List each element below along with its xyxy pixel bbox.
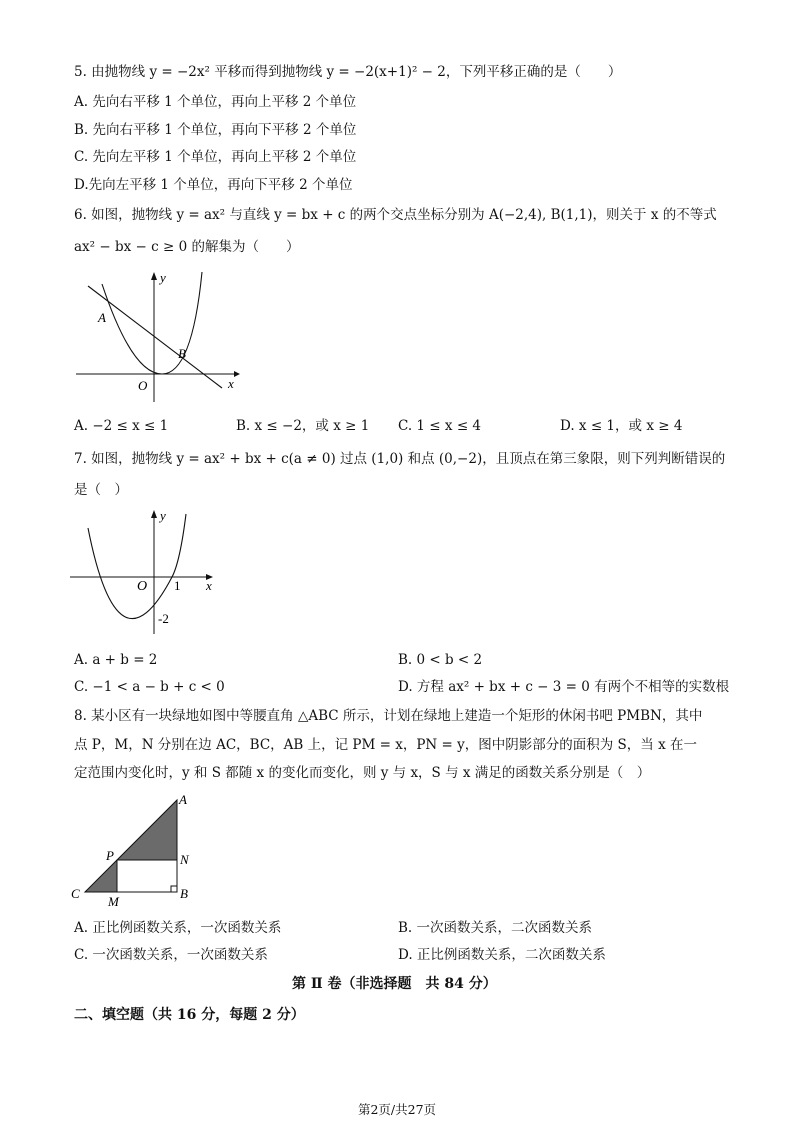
part-title: 二、填空题（共 16 分，每题 2 分） <box>74 1007 305 1023</box>
q7-option-d: D. 方程 ax² + bx + c − 3 = 0 有两个不相等的实数根 <box>398 679 730 695</box>
q6-origin-label: O <box>138 378 148 393</box>
q7-origin-label: O <box>137 579 148 594</box>
q6-figure <box>72 268 252 408</box>
q8-option-a: A. 正比例函数关系，一次函数关系 <box>74 920 282 936</box>
section-title: 第 Ⅱ 卷（非选择题 共 84 分） <box>292 976 497 992</box>
q5-option-c: C. 先向左平移 1 个单位，再向上平移 2 个单位 <box>74 149 357 165</box>
q6-point-b: B <box>178 346 186 361</box>
q7-option-b: B. 0 < b < 2 <box>398 652 483 668</box>
q8-label-c: C <box>71 886 80 901</box>
q6-option-d: D. x ≤ 1，或 x ≥ 4 <box>560 418 683 434</box>
q8-stem-line1: 8. 某小区有一块绿地如图中等腰直角 △ABC 所示，计划在绿地上建造一个矩形的休闲书吧 PMBN，其中 <box>74 708 703 724</box>
q6-x-label: x <box>228 376 234 391</box>
q7-y-label: y <box>160 508 166 523</box>
q6-option-a: A. −2 ≤ x ≤ 1 <box>74 418 169 434</box>
page-footer: 第2页/共27页 <box>357 1102 437 1117</box>
q7-y-arrow <box>151 510 157 518</box>
q7-option-c: C. −1 < a − b + c < 0 <box>74 679 225 695</box>
q7-one-label: 1 <box>174 578 181 593</box>
q6-parabola <box>102 272 202 374</box>
q7-minus-two-label: -2 <box>158 611 169 626</box>
q6-option-c: C. 1 ≤ x ≤ 4 <box>398 418 482 434</box>
q7-figure <box>68 506 228 641</box>
q8-stem-line2: 点 P，M，N 分别在边 AC，BC，AB 上，记 PM = x，PN = y，图中阴影部分的面积为 S，当 x 在一 <box>74 737 697 753</box>
q6-point-a: A <box>98 310 106 325</box>
q7-x-label: x <box>206 578 212 593</box>
q6-y-arrow <box>151 272 157 280</box>
q8-stem-line3: 定范围内变化时，y 和 S 都随 x 的变化而变化，则 y 与 x，S 与 x 满足的函数关系分别是（ ） <box>74 765 651 781</box>
q7-parabola <box>88 514 186 619</box>
q6-y-label: y <box>160 270 166 285</box>
q8-option-c: C. 一次函数关系，一次函数关系 <box>74 947 268 963</box>
q8-label-p: P <box>106 848 114 863</box>
q8-label-b: B <box>180 886 188 901</box>
q5-option-a: A. 先向右平移 1 个单位，再向上平移 2 个单位 <box>74 94 357 110</box>
q6-x-arrow <box>234 371 240 377</box>
q5-option-d: D.先向左平移 1 个单位，再向下平移 2 个单位 <box>74 177 353 193</box>
q7-option-a: A. a + b = 2 <box>74 652 158 668</box>
q7-stem-line1: 7. 如图，抛物线 y = ax² + bx + c(a ≠ 0) 过点 (1,0) 和点 (0,−2)，且顶点在第三象限，则下列判断错误的 <box>74 451 726 467</box>
q8-rectangle-pmbn <box>117 860 177 892</box>
q8-option-d: D. 正比例函数关系，二次函数关系 <box>398 947 606 963</box>
q8-figure <box>68 790 208 915</box>
q6-stem-line2: ax² − bx − c ≥ 0 的解集为（ ） <box>74 239 300 255</box>
q5-stem: 5. 由抛物线 y = −2x² 平移而得到抛物线 y = −2(x+1)² − 2，下列平移正确的是（ ） <box>74 64 622 80</box>
q6-stem-line1: 6. 如图，抛物线 y = ax² 与直线 y = bx + c 的两个交点坐标分别为 A(−2,4), B(1,1)，则关于 x 的不等式 <box>74 207 717 223</box>
q8-option-b: B. 一次函数关系，二次函数关系 <box>398 920 593 936</box>
q8-label-a: A <box>179 792 187 807</box>
q5-option-b: B. 先向右平移 1 个单位，再向下平移 2 个单位 <box>74 122 357 138</box>
q7-stem-line2: 是（ ） <box>74 482 128 498</box>
q8-label-m: M <box>108 894 119 909</box>
q6-option-b: B. x ≤ −2，或 x ≥ 1 <box>236 418 370 434</box>
q8-label-n: N <box>180 852 189 867</box>
